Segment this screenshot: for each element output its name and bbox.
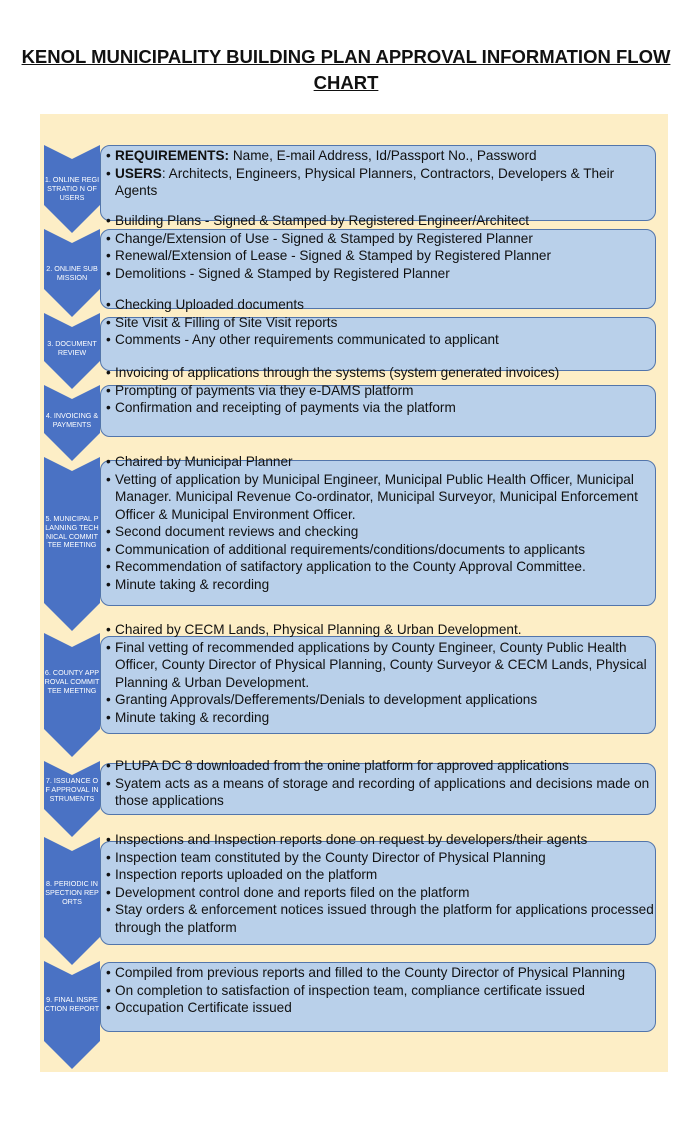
list-item [106,831,654,849]
item-text: Comments - Any other requirements communicated to applicant [115,332,499,347]
step-1-items [106,147,654,200]
list-item [106,709,654,727]
step-3-items [106,296,654,349]
list-item [106,453,654,471]
item-text: Demolitions - Signed & Stamped by Registered Planner [115,265,450,281]
item-text: Minute taking & recording [115,576,270,592]
item-heading: USERS [115,165,162,181]
item-text: Building Plans - Signed & Stamped by Registered Engineer/Architect [115,213,530,228]
step-7-items [106,757,654,810]
list-item [106,471,654,524]
item-text: Invoicing of applications through the systems (system generated invoices) [115,365,560,380]
step-9-chevron [44,961,100,1069]
step-1-chevron [44,145,100,233]
list-item [106,247,654,265]
item-text: Stay orders & enforcement notices issued through the platform for applications processed through the platform [115,902,654,935]
step-8-chevron [44,837,100,965]
step-9-items [106,964,654,1017]
list-item [106,165,654,200]
item-text: Inspection reports uploaded on the platform [115,867,378,882]
list-item [106,576,654,594]
step-3-chevron [44,313,100,389]
item-text: Renewal/Extension of Lease - Signed & Stamped by Registered Planner [115,248,552,263]
item-text: Change/Extension of Use - Signed & Stamped by Registered Planner [115,230,533,246]
list-item [106,399,654,417]
item-text: Chaired by Municipal Planner [115,454,293,469]
step-5-items [106,453,654,593]
item-text: On completion to satisfaction of inspection team, compliance certificate issued [115,982,585,998]
step-1-label: 1. ONLINE REGISTRATIO N OF USERS [44,175,100,202]
title-line-2: CHART [313,72,379,93]
list-item [106,982,654,1000]
item-text: Final vetting of recommended applications by County Engineer, County Public Health Officer, County Director of Physical Planning, County Surveyor & CECM Lands, Physical Planning & Urban Development. [115,639,647,690]
item-text: PLUPA DC 8 downloaded from the onine platform for approved applications [115,758,569,773]
item-text: Site Visit & Filling of Site Visit reports [115,314,338,330]
list-item [106,901,654,936]
list-item [106,639,654,692]
item-text: : Architects, Engineers, Physical Planners, Contractors, Developers & Their Agents [115,165,615,198]
step-8-items [106,831,654,936]
item-text: Granting Approvals/Defferements/Denials to development applications [115,692,538,707]
list-item [106,775,654,810]
list-item [106,541,654,559]
list-item [106,296,654,314]
item-text: Inspections and Inspection reports done on request by developers/their agents [115,832,588,847]
item-text: Inspection team constituted by the County Director of Physical Planning [115,849,546,865]
item-text: Occupation Certificate issued [115,1000,292,1015]
step-2-chevron [44,229,100,317]
page-title [0,44,692,96]
item-text: Confirmation and receipting of payments via the platform [115,400,456,415]
item-text: Compiled from previous reports and filled to the County Director of Physical Planning [115,965,626,980]
step-9-label: 9. FINAL INSPECTION REPORT [44,995,100,1013]
item-text: Syatem acts as a means of storage and recording of applications and decisions made on those applications [115,775,650,808]
list-item [106,691,654,709]
title-line-1: KENOL MUNICIPALITY BUILDING PLAN APPROVAL INFORMATION FLOW [21,46,671,67]
step-4-items [106,364,654,417]
step-6-items [106,621,654,726]
step-5-chevron [44,457,100,631]
step-8-label: 8. PERIODIC INSPECTION REPORTS [45,879,99,906]
list-item [106,558,654,576]
step-5-label: 5. MUNICIPAL PLANNING TECHNICAL COMMITTEE MEETING [45,514,99,550]
step-6-chevron [44,633,100,757]
list-item [106,964,654,982]
list-item [106,382,654,400]
item-text: Prompting of payments via they e-DAMS platform [115,382,414,398]
list-item [106,314,654,332]
item-text: Minute taking & recording [115,709,270,725]
step-7-chevron [44,761,100,837]
list-item [106,265,654,283]
step-7-label: 7. ISSUANCE OF APPROVAL INSTRUMENTS [45,776,99,803]
item-text: Communication of additional requirements/conditions/documents to applicants [115,541,585,557]
list-item [106,849,654,867]
item-text: Development control done and reports filed on the platform [115,884,470,900]
step-2-label: 2. ONLINE SUBMISSION [46,264,98,282]
list-item [106,757,654,775]
list-item [106,364,654,382]
list-item [106,147,654,165]
item-text: Checking Uploaded documents [115,297,304,312]
chevron-shape [44,961,100,1069]
item-text: Second document reviews and checking [115,524,359,539]
item-text: Chaired by CECM Lands, Physical Planning & Urban Development. [115,622,522,637]
step-4-label: 4. INVOICING & PAYMENTS [45,411,99,429]
list-item [106,999,654,1017]
item-heading: REQUIREMENTS: [115,148,230,163]
item-text: Vetting of application by Municipal Engineer, Municipal Public Health Officer, Municipal Manager. Municipal Revenue Co-ordinator, Municipal Surveyor, Municipal Enforcement Officer & Municipal Environment Officer. [115,471,638,522]
list-item [106,523,654,541]
list-item [106,884,654,902]
step-6-label: 6. COUNTY APPROVAL COMMITTEE MEETING [44,668,100,695]
item-text: Name, E-mail Address, Id/Passport No., Password [229,148,537,163]
list-item [106,621,654,639]
list-item [106,331,654,349]
step-4-chevron [44,385,100,461]
step-2-items [106,212,654,282]
list-item [106,230,654,248]
step-3-label: 3. DOCUMENT REVIEW [47,339,97,357]
list-item [106,212,654,230]
chevron-down-icon [44,961,100,1069]
item-text: Recommendation of satifactory application to the County Approval Committee. [115,559,586,574]
list-item [106,866,654,884]
